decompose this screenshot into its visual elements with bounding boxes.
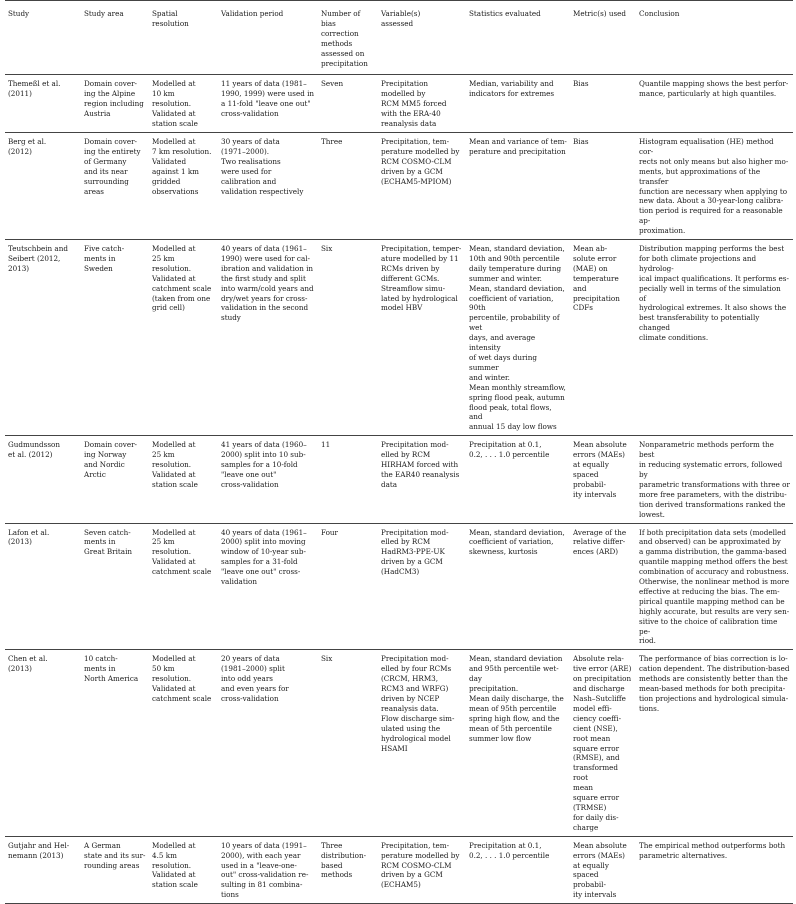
header-number-of-methods: Number of bias correction methods assessed on precipitation bbox=[321, 9, 368, 68]
cell-conclusion: Distribution mapping performs the best for both climate projections and hydrolog- ical impact qualifications. It performs es- pecially well in terms of the simulation of hydrological extremes. It also shows the best transferability to potentially changed climate conditions. bbox=[639, 244, 789, 343]
cell-spatial-resolution: Modelled at 10 km resolution. Validated at station scale bbox=[152, 79, 198, 129]
cell-variables-assessed: Precipitation mod- elled by four RCMs (CRCM, HRM3, RCM3 and WRFG) driven by NCEP reanalysis data. Flow discharge sim- ulated using the hydrological model HSAMI bbox=[381, 654, 455, 753]
cell-spatial-resolution: Modelled at 4.5 km resolution. Validated at station scale bbox=[152, 840, 198, 890]
cell-conclusion: The empirical method outperforms both parametric alternatives. bbox=[639, 840, 786, 860]
cell-study: Chen et al. (2013) bbox=[8, 654, 48, 674]
cell-spatial-resolution: Modelled at 25 km resolution. Validated at catchment scale bbox=[152, 527, 212, 577]
header-study-area: Study area bbox=[84, 9, 124, 18]
cell-variables-assessed: Precipitation, tem- perature modelled by RCM COSMO-CLM driven by a GCM (ECHAM5) bbox=[381, 840, 460, 890]
cell-metrics-used: Bias bbox=[573, 136, 589, 146]
cell-variables-assessed: Precipitation, temper- ature modelled by 11 RCMs driven by different GCMs. Streamflow simu- lated by hydrological model HBV bbox=[381, 244, 462, 313]
cell-statistics-evaluated: Mean, standard deviation, 10th and 90th percentile daily temperature during summer and winter. Mean, standard deviation, coefficient of variation, 90th percentile, probability of wet days, and average intensity of wet days during summer and winter. Mean monthly streamflow, spring flood peak, autumn flood peak, total flows, and annual 15 day low flows bbox=[469, 244, 566, 432]
cell-statistics-evaluated: Mean, standard deviation, coefficient of variation, skewness, kurtosis bbox=[469, 527, 565, 557]
cell-study: Themeßl et al. (2011) bbox=[8, 79, 61, 99]
cell-metrics-used: Mean absolute errors (MAEs) at equally spaced probabil- ity intervals bbox=[573, 440, 627, 499]
cell-metrics-used: Average of the relative differ- ences (ARD) bbox=[573, 527, 627, 557]
cell-variables-assessed: Precipitation modelled by RCM MM5 forced with the ERA-40 reanalysis data bbox=[381, 79, 447, 129]
header-conclusion: Conclusion bbox=[639, 9, 680, 18]
cell-metrics-used: Mean ab- solute error (MAE) on temperature and precipitation CDFs bbox=[573, 244, 620, 313]
cell-statistics-evaluated: Mean and variance of tem- perature and precipitation bbox=[469, 136, 567, 156]
cell-number-of-methods: Six bbox=[321, 244, 333, 254]
cell-study: Gudmundsson et al. (2012) bbox=[8, 440, 60, 460]
table-row bbox=[5, 836, 793, 903]
cell-study: Lafon et al. (2013) bbox=[8, 527, 50, 547]
table-row bbox=[5, 650, 793, 836]
header-validation-period: Validation period bbox=[221, 9, 284, 18]
cell-conclusion: Nonparametric methods perform the best in reducing systematic errors, followed by parametric transformations with three or more free parameters, with the distribu- tion derived transformations ranked the lowest. bbox=[639, 440, 790, 519]
cell-conclusion: The performance of bias correction is lo- cation dependent. The distribution-based methods are consistently better than the mean-based methods for both precipita- tion projections and hydrological simula- tions. bbox=[639, 654, 790, 713]
header-statistics-evaluated: Statistics evaluated bbox=[469, 9, 541, 18]
cell-variables-assessed: Precipitation mod- elled by RCM HIRHAM forced with the EAR40 reanalysis data bbox=[381, 440, 460, 489]
cell-study-area: 10 catch- ments in North America bbox=[84, 654, 139, 684]
cell-study-area: A German state and its sur- rounding areas bbox=[84, 840, 146, 870]
cell-statistics-evaluated: Precipitation at 0.1, 0.2, . . . 1.0 percentile bbox=[469, 440, 550, 460]
cell-study-area: Domain cover- ing Norway and Nordic Arctic bbox=[84, 440, 137, 479]
table-row bbox=[5, 132, 793, 239]
cell-number-of-methods: Three distribution- based methods bbox=[321, 840, 367, 880]
cell-conclusion: Histogram equalisation (HE) method cor- rects not only means but also higher mo- ments, but approximations of the transfer function are necessary when applying to new data. About a 30-year-long calibra- tion period is required for a reasonable ap- proximation. bbox=[639, 136, 789, 236]
cell-statistics-evaluated: Mean, standard deviation and 95th percentile wet-day precipitation. Mean daily discharge, the mean of 95th percentile spring high flow, and the mean of 5th percentile summer low flow bbox=[469, 654, 564, 743]
cell-variables-assessed: Precipitation mod- elled by RCM HadRM3-PPE-UK driven by a GCM (HadCM3) bbox=[381, 527, 449, 577]
cell-study-area: Seven catch- ments in Great Britain bbox=[84, 527, 133, 557]
cell-validation-period: 30 years of data (1971–2000). Two realisations were used for calibration and validation respectively bbox=[221, 136, 304, 196]
bias-correction-studies-table bbox=[5, 0, 793, 904]
header-study: Study bbox=[8, 9, 30, 18]
cell-metrics-used: Absolute rela- tive error (ARE) on precipitation and discharge Nash–Sutcliffe model effi- ciency coeffi- cient (NSE), root mean square error (RMSE), and transformed root mean square error (TRMSE) for daily dis- charge bbox=[573, 654, 632, 832]
cell-spatial-resolution: Modelled at 50 km resolution. Validated at catchment scale bbox=[152, 654, 212, 703]
cell-validation-period: 41 years of data (1960– 2000) split into 10 sub- samples for a 10-fold "leave one out" cross-validation bbox=[221, 440, 307, 489]
header-spatial-resolution: Spatial resolution bbox=[152, 9, 189, 28]
cell-spatial-resolution: Modelled at 25 km resolution. Validated at station scale bbox=[152, 440, 198, 489]
cell-statistics-evaluated: Median, variability and indicators for extremes bbox=[469, 79, 555, 99]
cell-study-area: Domain cover- ing the entirety of Germany and its near surrounding areas bbox=[84, 136, 141, 196]
cell-statistics-evaluated: Precipitation at 0.1, 0.2, . . . 1.0 percentile bbox=[469, 840, 550, 860]
cell-conclusion: Quantile mapping shows the best perfor- mance, particularly at high quantiles. bbox=[639, 79, 789, 99]
cell-study-area: Five catch- ments in Sweden bbox=[84, 244, 125, 273]
header-metrics-used: Metric(s) used bbox=[573, 9, 627, 18]
table-row bbox=[5, 523, 793, 650]
table-row bbox=[5, 436, 793, 523]
cell-study-area: Domain cover- ing the Alpine region including Austria bbox=[84, 79, 144, 119]
cell-study: Teutschbein and Seibert (2012, 2013) bbox=[8, 244, 68, 273]
cell-number-of-methods: Seven bbox=[321, 79, 344, 89]
cell-metrics-used: Mean absolute errors (MAEs) at equally spaced probabil- ity intervals bbox=[573, 840, 627, 900]
cell-variables-assessed: Precipitation, tem- perature modelled by RCM COSMO-CLM driven by a GCM (ECHAM5-MPIOM) bbox=[381, 136, 460, 186]
table-row bbox=[5, 240, 793, 436]
cell-number-of-methods: Six bbox=[321, 654, 333, 664]
cell-validation-period: 20 years of data (1981–2000) split into odd years and even years for cross-validation bbox=[221, 654, 289, 703]
header-variables-assessed: Variable(s) assessed bbox=[381, 9, 421, 28]
cell-study: Berg et al. (2012) bbox=[8, 136, 47, 156]
cell-validation-period: 10 years of data (1991– 2000), with each year used in a "leave-one- out" cross-validation re- sulting in 81 combina- tions bbox=[221, 840, 309, 900]
table-header-row bbox=[5, 1, 793, 75]
cell-number-of-methods: 11 bbox=[321, 440, 331, 450]
cell-validation-period: 11 years of data (1981– 1990, 1999) were used in a 11-fold "leave one out" cross-validation bbox=[221, 79, 315, 119]
cell-conclusion: If both precipitation data sets (modelled and observed) can be approximated by a gamma distribution, the gamma-based quantile mapping method offers the best combination of accuracy and robustness. Otherwise, the nonlinear method is more effective at reducing the bias. The em- pirical quantile mapping method can be highly accurate, but results are very sen- sitive to the choice of calibration time pe- riod. bbox=[639, 527, 790, 646]
cell-validation-period: 40 years of data (1961– 2000) split into moving window of 10-year sub- samples for a 31-fold "leave one out" cross- validation bbox=[221, 527, 307, 587]
cell-validation-period: 40 years of data (1961– 1990) were used for cal- ibration and validation in the first study and split into warm/cold years and dry/wet years for cross- validation in the second study bbox=[221, 244, 314, 323]
cell-spatial-resolution: Modelled at 25 km resolution. Validated at catchment scale (taken from one grid cell) bbox=[152, 244, 212, 313]
cell-metrics-used: Bias bbox=[573, 79, 589, 89]
cell-spatial-resolution: Modelled at 7 km resolution. Validated against 1 km gridded observations bbox=[152, 136, 212, 196]
cell-number-of-methods: Four bbox=[321, 527, 338, 537]
table-row bbox=[5, 75, 793, 133]
cell-study: Gutjahr and Hel- nemann (2013) bbox=[8, 840, 70, 860]
cell-number-of-methods: Three bbox=[321, 136, 343, 146]
